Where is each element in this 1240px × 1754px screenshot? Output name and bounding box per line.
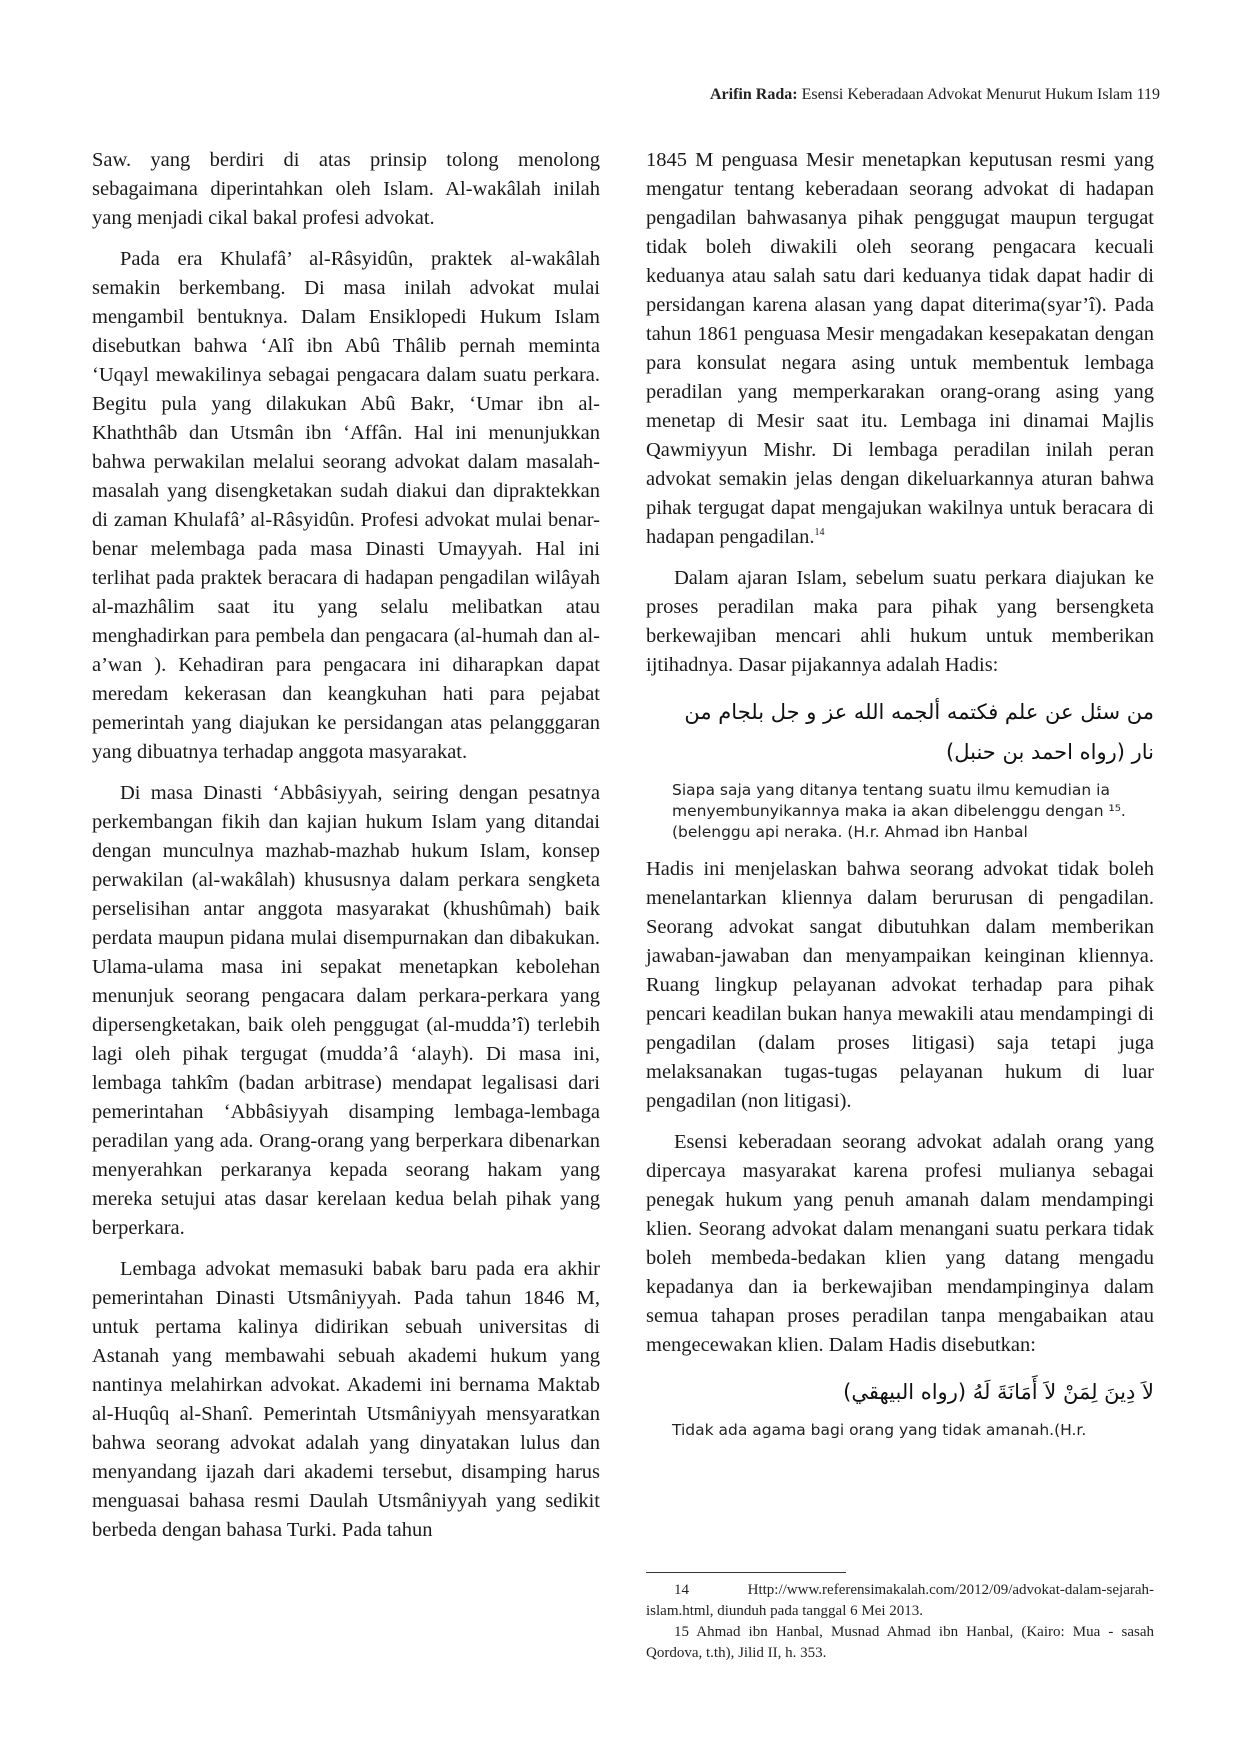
running-header	[710, 86, 1160, 104]
hadith-translation: Tidak ada agama bagi orang yang tidak amanah.(H.r.	[672, 1421, 1087, 1439]
hadith-arabic-line: من سئل عن علم فكتمه ألجمه الله عز و جل بلجام من	[684, 700, 1154, 724]
footnote: 14 Http://www.referensimakalah.com/2012/09/advokat-dalam-sejarah-islam.html, diunduh pada tanggal 6 Mei 2013.	[646, 1582, 1154, 1619]
paragraph: Pada era Khulafâ’ al-Râsyidûn, praktek al-wakâlah semakin berkembang. Di masa inilah advokat mulai mengambil bentuknya. Dalam Ensiklopedi Hukum Islam disebutkan bahwa ‘Alî ibn Abû Thâlib pernah meminta ‘Uqayl mewakilinya sebagai pengacara dalam suatu perkara. Begitu pula yang dilakukan Abû Bakr, ‘Umar ibn al-Khaththâb dan Utsmân ibn ‘Affân. Hal ini menunjukkan bahwa perwakilan melalui seorang advokat dalam masalah-masalah yang disengketakan sudah diakui dan dipraktekkan di zaman Khulafâ’ al-Râsyidûn. Profesi advokat mulai benar-benar melembaga pada masa Dinasti Umayyah. Hal ini terlihat pada praktek beracara di hadapan pengadilan wilâyah al-mazhâlim saat itu yang selalu melibatkan atau menghadirkan para pembela dan pengacara (al-humah dan al-a’wan ). Kehadiran para pengacara ini diharapkan dapat meredam kekerasan dan keangkuhan hati para pejabat pemerintah yang diajukan ke persidangan atas pelangggaran yang dibuatnya terhadap anggota masyarakat.	[92, 248, 600, 763]
paragraph: Lembaga advokat memasuki babak baru pada era akhir pemerintahan Dinasti Utsmâniyyah. Pada tahun 1846 M, untuk pertama kalinya didirikan sebuah universitas di Astanah yang membawahi sebuah akademi hukum yang nantinya melahirkan advokat. Akademi ini bernama Maktab al-Huqûq al-Shanî. Pemerintah Utsmâniyyah mensyaratkan bahwa seorang advokat adalah yang dinyatakan lulus dan menyandang ijazah dari akademi tersebut, disamping harus menguasai bahasa resmi Daulah Utsmâniyyah yang sedikit berbeda dengan bahasa Turki. Pada tahun	[92, 1258, 600, 1541]
hadith-arabic-line: نار (رواه احمد بن حنبل)	[946, 740, 1154, 764]
paragraph: Di masa Dinasti ‘Abbâsiyyah, seiring dengan pesatnya perkembangan fikih dan kajian hukum Islam yang ditandai dengan munculnya mazhab-mazhab hukum Islam, konsep perwakilan (al-wakâlah) khususnya dalam perkara sengketa perselisihan antar anggota masyarakat (khushûmah) baik perdata maupun pidana mulai disempurnakan dan dibakukan. Ulama-ulama masa ini sepakat menetapkan kebolehan menunjuk seorang pengacara dalam perkara-perkara yang dipersengketakan, baik oleh penggugat (al-mudda’î) terlebih lagi oleh pihak tergugat (mudda’â ‘alayh). Di masa ini, lembaga tahkîm (badan arbitrase) mendapat legalisasi dari pemerintahan ‘Abbâsiyyah disamping lembaga-lembaga peradilan yang ada. Orang-orang yang berperkara dibenarkan menyerahkan perkaranya kepada seorang hakam yang mereka setujui atas dasar kerelaan kedua belah pihak yang berperkara.	[92, 782, 600, 1239]
paragraph: Saw. yang berdiri di atas prinsip tolong menolong sebagaimana diperintahkan oleh Islam. Al-wakâlah inilah yang menjadi cikal bakal profesi advokat.	[92, 149, 600, 229]
paragraph: Hadis ini menjelaskan bahwa seorang advokat tidak boleh menelantarkan kliennya dalam berurusan di pengadilan. Seorang advokat sangat dibutuhkan dalam memberikan jawaban-jawaban dan menyampaikan keinginan kliennya. Ruang lingkup pelayanan advokat terhadap para pihak pencari keadilan bukan hanya mewakili atau mendampingi di pengadilan (dalam proses litigasi) saja tetapi juga melaksanakan tugas-tugas pelayanan hukum di luar pengadilan (non litigasi).	[646, 858, 1154, 1112]
paragraph-text: 1845 M penguasa Mesir menetapkan keputusan resmi yang mengatur tentang keberadaan seorang advokat di hadapan pengadilan bahwasanya pihak penggugat maupun tergugat tidak boleh diwakili oleh seorang pengacara kecuali keduanya atau salah satu dari keduanya tidak dapat hadir di persidangan karena alasan yang dapat diterima(syar’î). Pada tahun 1861 penguasa Mesir mengadakan kesepakatan dengan para konsulat negara asing untuk membentuk lembaga peradilan yang memperkarakan orang-orang asing yang menetap di Mesir saat itu. Lembaga ini dinamai Majlis Qawmiyyun Mishr. Di lembaga peradilan inilah peran advokat semakin jelas dengan dikeluarkannya aturan bahwa pihak tergugat dapat mengajukan wakilnya untuk beracara di hadapan pengadilan.	[646, 149, 1154, 548]
paragraph	[646, 146, 1154, 552]
left-column	[92, 146, 600, 1557]
hadith-translation: Siapa saja yang ditanya tentang suatu ilmu kemudian ia menyembunyikannya maka ia akan dibelenggu dengan ¹⁵.(belenggu api neraka. (H.r. Ahmad ibn Hanbal	[672, 781, 1126, 841]
header-title: Esensi Keberadaan Advokat Menurut Hukum Islam	[801, 86, 1133, 103]
paragraph: Dalam ajaran Islam, sebelum suatu perkara diajukan ke proses peradilan maka para pihak yang bersengketa berkewajiban mencari ahli hukum untuk memberikan ijtihadnya. Dasar pijakannya adalah Hadis:	[646, 567, 1154, 676]
page-number: 119	[1136, 86, 1160, 103]
footnotes	[646, 1580, 1154, 1664]
hadith-arabic	[646, 692, 1154, 772]
hadith-arabic: لاَ دِينَ لِمَنْ لاَ أَمَانَةَ لَهُ (رواه البيهقي)	[843, 1380, 1154, 1404]
footnote-ref: 14	[814, 527, 825, 539]
footnote: 15 Ahmad ibn Hanbal, Musnad Ahmad ibn Hanbal, (Kairo: Mua - sasah Qordova, t.th), Jilid II, h. 353.	[646, 1624, 1154, 1661]
right-column	[646, 146, 1154, 1453]
header-author: Arifin Rada:	[710, 86, 798, 103]
paragraph: Esensi keberadaan seorang advokat adalah orang yang dipercaya masyarakat karena profesi mulianya sebagai penegak hukum yang penuh amanah dalam mendampingi klien. Seorang advokat dalam menangani suatu perkara tidak boleh membeda-bedakan klien yang datang mengadu kepadanya dan ia berkewajiban mendampinginya dalam semua tahapan proses peradilan tanpa mengabaikan atau mengecewakan klien. Dalam Hadis disebutkan:	[646, 1131, 1154, 1356]
footnote-divider	[646, 1572, 846, 1573]
